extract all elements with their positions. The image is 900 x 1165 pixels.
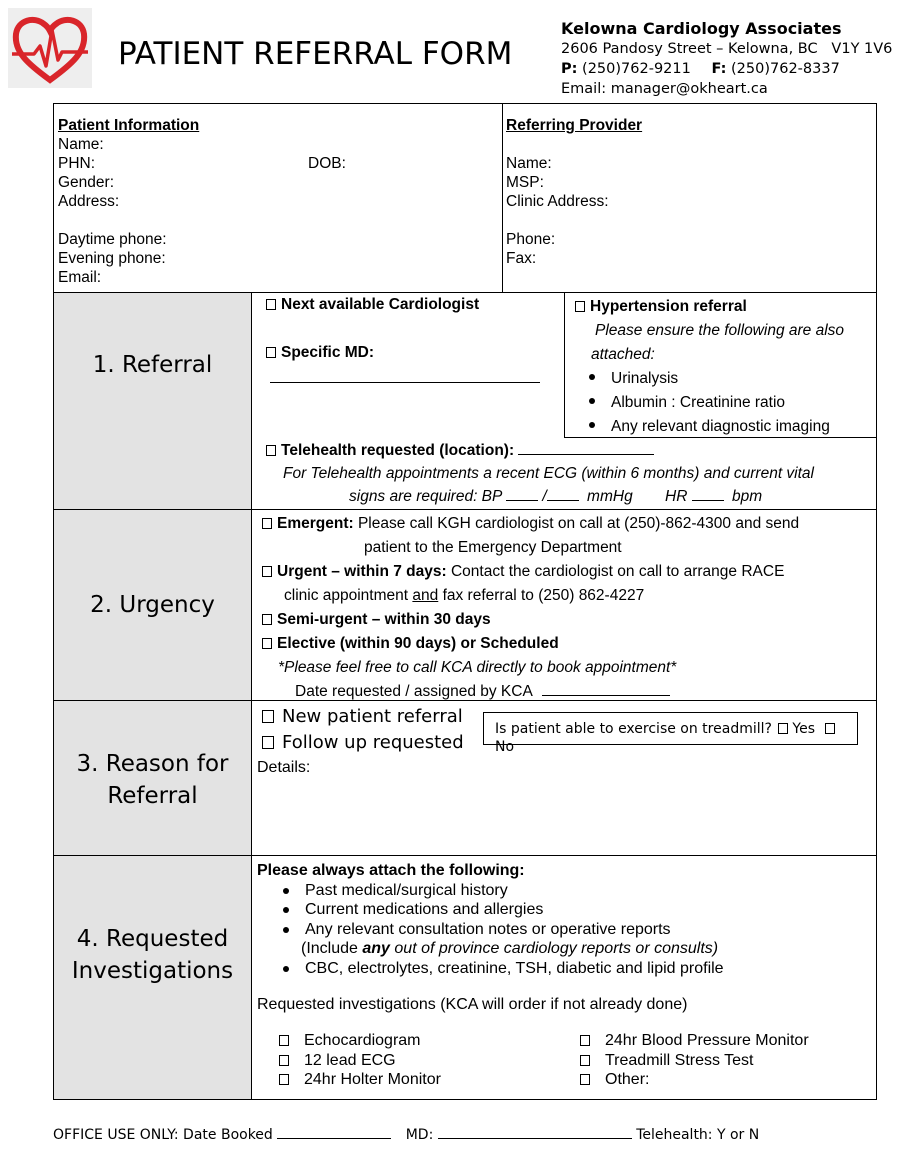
patient-email-field[interactable]: Email: <box>58 269 102 286</box>
checkbox-icon[interactable] <box>262 614 272 625</box>
urgency-options: Emergent: Please call KGH cardiologist on call at (250)-862-4300 and send patient to the Emergency Department Urgent – within 7 days: Contact the cardiologist on call to arrange RACE clinic appointment and fax referral to (250) 862-4227 Semi-urgent – within 30 days Elective (within 90 days) or Scheduled *Please feel free to call KCA directly to book appointment* Date requested / assigned by KCA <box>262 512 872 704</box>
hypertension-checkbox[interactable]: Hypertension referral <box>575 295 873 319</box>
urgent-option[interactable]: Urgent – within 7 days: Contact the cardiologist on call to arrange RACE <box>262 560 872 584</box>
checkbox-icon[interactable] <box>262 736 274 749</box>
holter-checkbox[interactable]: 24hr Holter Monitor <box>279 1070 441 1090</box>
list-item: CBC, electrolytes, creatinine, TSH, diabetic and lipid profile <box>279 959 872 979</box>
checkbox-icon[interactable] <box>262 566 272 577</box>
clinic-email: Email: manager@okheart.ca <box>561 81 768 97</box>
provider-name-field[interactable]: Name: <box>506 155 552 172</box>
bp-monitor-checkbox[interactable]: 24hr Blood Pressure Monitor <box>580 1031 809 1051</box>
list-item: Albumin : Creatinine ratio <box>585 391 873 415</box>
patient-dob-field[interactable]: DOB: <box>308 155 346 172</box>
checkbox-icon[interactable] <box>266 299 276 310</box>
follow-up-checkbox[interactable]: Follow up requested <box>262 730 464 756</box>
clinic-info <box>561 19 892 99</box>
elective-option[interactable]: Elective (within 90 days) or Scheduled <box>262 632 872 656</box>
md-line[interactable] <box>438 1138 632 1139</box>
provider-fax-field[interactable]: Fax: <box>506 250 537 267</box>
checkbox-icon[interactable] <box>266 445 276 456</box>
patient-info <box>58 116 199 287</box>
emergent-option[interactable]: Emergent: Please call KGH cardiologist on call at (250)-862-4300 and send <box>262 512 872 536</box>
checkbox-icon[interactable] <box>262 518 272 529</box>
checkbox-icon[interactable] <box>279 1055 289 1066</box>
reason-options <box>262 704 464 756</box>
list-item: Urinalysis <box>585 367 873 391</box>
other-checkbox[interactable]: Other: <box>580 1070 809 1090</box>
checkbox-icon[interactable] <box>262 638 272 649</box>
checkbox-icon[interactable] <box>262 710 274 723</box>
treadmill-no-checkbox[interactable] <box>825 723 835 734</box>
checkbox-icon[interactable] <box>266 347 276 358</box>
new-patient-checkbox[interactable]: New patient referral <box>262 704 464 730</box>
hypertension-list <box>585 367 873 439</box>
fax-label: F: <box>711 61 727 77</box>
investigations-content <box>257 861 872 1015</box>
clinic-address: 2606 Pandosy Street – Kelowna, BC V1Y 1V6 <box>561 41 893 57</box>
hr-line[interactable] <box>692 500 724 501</box>
next-available-checkbox[interactable]: Next available Cardiologist <box>266 295 479 314</box>
checkbox-icon[interactable] <box>580 1035 590 1046</box>
specific-md-checkbox[interactable]: Specific MD: <box>266 343 374 362</box>
patient-evening-phone-field[interactable]: Evening phone: <box>58 250 166 267</box>
requested-note: Requested investigations (KCA will order if not already done) <box>257 996 688 1013</box>
attach-heading: Please always attach the following: <box>257 862 525 879</box>
date-booked-line[interactable] <box>277 1138 391 1139</box>
telehealth-location-line[interactable] <box>518 454 654 455</box>
ecg-checkbox[interactable]: 12 lead ECG <box>279 1051 441 1071</box>
patient-info-heading: Patient Information <box>58 117 200 134</box>
specific-md-line[interactable] <box>270 382 540 383</box>
date-requested-line[interactable] <box>542 695 670 696</box>
patient-phn-field[interactable]: PHN: <box>58 155 96 172</box>
stress-test-checkbox[interactable]: Treadmill Stress Test <box>580 1051 809 1071</box>
checkbox-icon[interactable] <box>580 1074 590 1085</box>
clinic-phone: (250)762-9211 <box>582 61 691 77</box>
telehealth-note: For Telehealth appointments a recent ECG (within 6 months) and current vital <box>283 465 814 482</box>
provider-msp-field[interactable]: MSP: <box>506 174 544 191</box>
list-item: Any relevant diagnostic imaging <box>585 415 873 439</box>
checkbox-icon[interactable] <box>279 1074 289 1085</box>
provider-phone-field[interactable]: Phone: <box>506 231 556 248</box>
clinic-phone-fax <box>561 59 892 79</box>
patient-address-field[interactable]: Address: <box>58 193 120 210</box>
patient-gender-field[interactable]: Gender: <box>58 174 115 191</box>
section-investigations-title: 4. Requested Investigations <box>71 926 234 984</box>
checkbox-icon[interactable] <box>580 1055 590 1066</box>
echocardiogram-checkbox[interactable]: Echocardiogram <box>279 1031 441 1051</box>
telehealth-checkbox[interactable]: Telehealth requested (location): <box>266 441 654 460</box>
list-item: Any relevant consultation notes or operative reports <box>279 920 872 940</box>
include-note: (Include any out of province cardiology reports or consults) <box>301 940 719 957</box>
office-use-footer: OFFICE USE ONLY: Date Booked MD: Telehealth: Y or N <box>53 1127 760 1143</box>
list-item: Current medications and allergies <box>279 900 872 920</box>
provider-clinic-address-field[interactable]: Clinic Address: <box>506 193 609 210</box>
clinic-fax: (250)762-8337 <box>731 61 840 77</box>
vitals-line: signs are required: BP / mmHg HR bpm <box>349 488 763 505</box>
provider-info <box>506 116 642 268</box>
date-requested: Date requested / assigned by KCA <box>262 680 872 704</box>
heart-logo-icon <box>8 8 92 88</box>
elective-note: *Please feel free to call KCA directly to book appointment* <box>278 659 677 676</box>
list-item: Past medical/surgical history <box>279 881 872 901</box>
details-label: Details: <box>257 759 311 776</box>
patient-daytime-phone-field[interactable]: Daytime phone: <box>58 231 167 248</box>
treadmill-yes-checkbox[interactable] <box>778 723 788 734</box>
section-referral-title: 1. Referral <box>92 352 213 378</box>
section-reason-title: 3. Reason for Referral <box>76 751 229 809</box>
logo <box>8 8 92 88</box>
form-title: PATIENT REFERRAL FORM <box>118 36 513 72</box>
clinic-name: Kelowna Cardiology Associates <box>561 19 842 38</box>
checkbox-icon[interactable] <box>575 301 585 312</box>
bp-systolic-line[interactable] <box>506 500 538 501</box>
hypertension-note: Please ensure the following are also attached: <box>591 322 845 363</box>
phone-label: P: <box>561 61 578 77</box>
tests-right <box>580 1031 809 1090</box>
provider-heading: Referring Provider <box>506 117 643 134</box>
hypertension-referral <box>575 295 873 439</box>
attach-list <box>279 881 872 940</box>
bp-diastolic-line[interactable] <box>547 500 579 501</box>
treadmill-question-box: Is patient able to exercise on treadmill? Yes No <box>483 712 858 745</box>
section-urgency-title: 2. Urgency <box>90 592 215 618</box>
tests-left <box>279 1031 441 1090</box>
patient-name-field[interactable]: Name: <box>58 136 104 153</box>
checkbox-icon[interactable] <box>279 1035 289 1046</box>
semi-urgent-option[interactable]: Semi-urgent – within 30 days <box>262 608 872 632</box>
